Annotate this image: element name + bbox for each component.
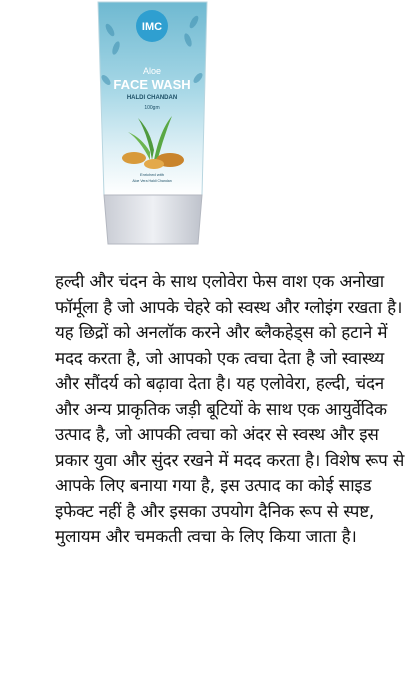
product-title: FACE WASH [113, 77, 191, 92]
product-subtitle: HALDI CHANDAN [126, 95, 178, 101]
product-image [90, 0, 215, 248]
face-wash-tube-illustration [90, 0, 215, 248]
product-line-aloe: Aloe [142, 66, 162, 76]
product-description: हल्दी और चंदन के साथ एलोवेरा फेस वाश एक अनोखा फॉर्मूला है जो आपके चेहरे को स्वस्थ और ग्लोइंग रखता है। यह छिद्रों को अनलॉक करने और ब्लैकहेड्स को हटाने में मदद करता है, जो आपको एक त्वचा देता है जो स्वास्थ्य और सौंदर्य को बढ़ावा देता है। यह एलोवेरा, हल्दी, चंदन और अन्य प्राकृतिक जड़ी बूटियों के साथ एक आयुर्वेदिक उत्पाद है, जो आपकी त्वचा को अंदर से स्वस्थ और इस प्रकार युवा और सुंदर रखने में मदद करता है। विशेष रूप से आपके लिए बनाया गया है, इस उत्पाद का कोई साइड इफेक्ट नहीं है और इसका उपयोग दैनिक रूप से स्पष्ट, मुलायम और चमकती त्वचा के लिए किया जाता है। [55, 272, 405, 547]
product-weight: 100gm [144, 105, 160, 111]
brand-name: IMC [141, 21, 163, 33]
tube-cap [104, 195, 202, 244]
enriched-ingredients: Aloe Vera Haldi Chandan [132, 179, 172, 183]
enriched-label: Enriched with [139, 172, 165, 177]
